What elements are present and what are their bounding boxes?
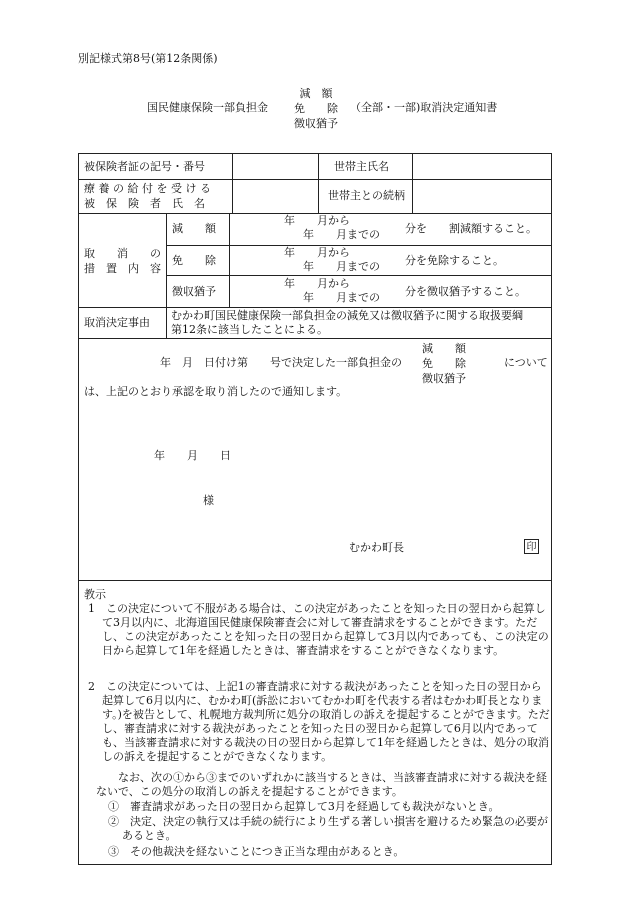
- note-item-1: 1 この決定について不服がある場合は、この決定があったことを知った日の翌日から起算して3月以内に、北海道国民健康保険審査会に対して審査請求をすることができます。ただし、この決定があったことを知った日の翌日から起算して3月以内であっても、この決定の日から起算して1年を経過したときは、審査請求をすることができなくなります。: [88, 602, 549, 657]
- note-item-2: 2 この決定については、上記1の審査請求に対する裁決があったことを知った日の翌日から起算して6月以内に、むかわ町(訴訟においてむかわ町を代表する者はむかわ町長となります。)を被告として、札幌地方裁判所に処分の取消しの訴えを提起することができます。ただし、審査請求に対する裁決があったことを知った日の翌日から起算して6月以内であっても、当該審査請求に対する裁決の日の翌日から起算して1年を経過したときは、処分の取消しの訴えを提起することができなくなります。: [88, 680, 550, 763]
- measure-result: 分を免除すること。: [405, 254, 504, 267]
- insured-card-label: 被保険者証の記号・番号: [84, 160, 205, 173]
- issuer-name: むかわ町長: [349, 541, 404, 554]
- reason-line1: むかわ町国民健康保険一部負担金の減免又は徴収猶予に関する取扱要綱: [171, 309, 523, 322]
- period-from: 年 月から: [284, 277, 350, 290]
- title-option-reduce: 減 額: [299, 87, 333, 100]
- body-line1-pre: 年 月 日付け第 号で決定した一部負担金の: [160, 356, 402, 369]
- reason-label: 取消決定事由: [84, 316, 150, 329]
- period-to: 年 月までの: [303, 291, 380, 304]
- body-options: [414, 341, 474, 386]
- recipient-label-line2: 被 保 険 者 氏 名: [84, 197, 205, 210]
- measure-type: 免 除: [172, 254, 216, 267]
- relation-label: 世帯主との続柄: [328, 189, 405, 202]
- form-number: 別記様式第8号(第12条関係): [78, 52, 218, 65]
- note-case-2: ② 決定、決定の執行又は手続の続行により生ずる著しい損害を避けるため緊急の必要があるとき。: [108, 815, 548, 842]
- body-line2: は、上記のとおり承認を取り消したので通知します。: [84, 385, 348, 398]
- measure-result: 分を 割減額すること。: [405, 222, 537, 235]
- measure-type: 減 額: [172, 222, 216, 235]
- title-suffix: （全部・一部)取消決定通知書: [350, 101, 498, 114]
- measure-type: 徴収猶予: [172, 285, 216, 298]
- notice-date: 年 月 日: [154, 449, 231, 462]
- body-option-exempt: 免 除: [422, 357, 466, 370]
- title-options: [286, 86, 346, 131]
- title-option-exempt: 免 除: [294, 102, 338, 115]
- measure-label-line2: 措 置 内 容: [84, 262, 161, 275]
- household-head-label: 世帯主氏名: [334, 160, 389, 173]
- seal-mark: 印: [524, 539, 539, 554]
- body-line1-post: について: [504, 356, 548, 369]
- recipient-label-line1: 療 養 の 給 付 を 受 け る: [84, 182, 211, 195]
- notes-heading: 教示: [84, 588, 106, 601]
- period-to: 年 月までの: [303, 260, 380, 273]
- body-option-reduce: 減 額: [422, 342, 466, 355]
- addressee-suffix: 様: [203, 494, 214, 507]
- body-option-defer: 徴収猶予: [422, 372, 466, 385]
- period-from: 年 月から: [284, 214, 350, 227]
- reason-line2: 第12条に該当したことによる。: [171, 323, 328, 336]
- note-proviso: なお、次の①から③までのいずれかに該当するときは、当該審査請求に対する裁決を経ないで、この処分の取消しの訴えを提起することができます。: [96, 771, 547, 798]
- measure-result: 分を徴収猶予すること。: [405, 285, 526, 298]
- title-prefix: 国民健康保険一部負担金: [147, 101, 268, 114]
- measure-label-line1: 取 消 の: [84, 247, 161, 260]
- period-from: 年 月から: [284, 246, 350, 259]
- period-to: 年 月までの: [303, 228, 380, 241]
- title-option-defer: 徴収猶予: [294, 117, 338, 130]
- note-case-1: ① 審査請求があった日の翌日から起算して3月を経過しても裁決がないとき。: [108, 800, 500, 813]
- note-case-3: ③ その他裁決を経ないことにつき正当な理由があるとき。: [108, 845, 405, 858]
